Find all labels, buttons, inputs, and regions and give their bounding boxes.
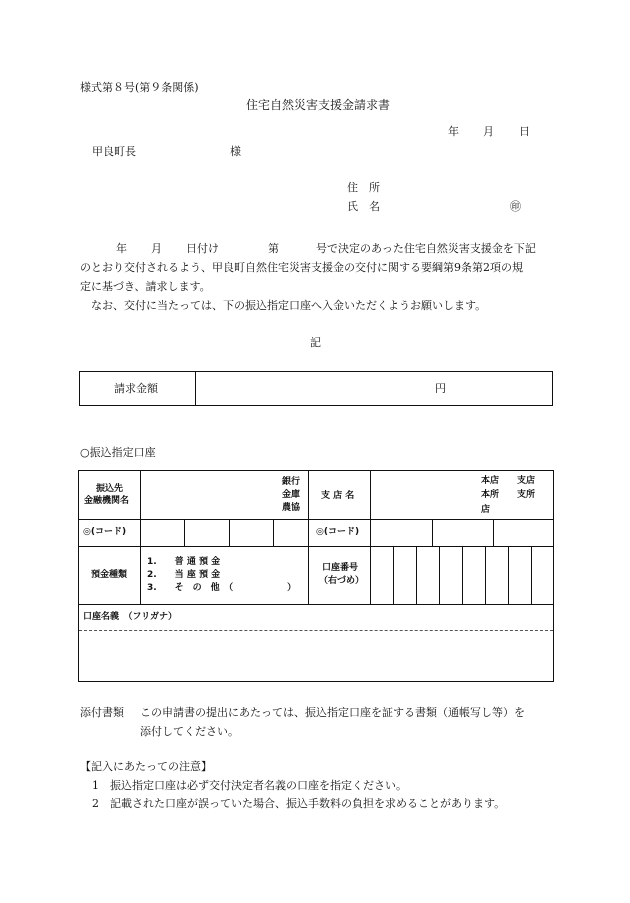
account-heading: ○振込指定口座 [80, 446, 156, 459]
account-number-note: （右づめ） [319, 576, 365, 586]
holder-dashed-line [79, 630, 553, 631]
amount-divider [195, 371, 196, 406]
digit-cell-line [393, 546, 394, 604]
deposit-option-ordinary[interactable]: 1. 普 通 預 金 [147, 557, 221, 567]
digit-cell-line [508, 546, 509, 604]
body-line4: なお、交付に当たっては、下の振込指定口座へ入金いただくようお願いします。 [80, 299, 487, 312]
bank-name-input[interactable] [143, 473, 275, 517]
account-number-label: 口座番号 [322, 563, 359, 573]
addressee-honorific: 様 [230, 145, 241, 158]
code-cell-line [432, 519, 433, 546]
account-holder-input[interactable] [82, 634, 550, 678]
row-line [78, 546, 554, 547]
body-month: 月 [151, 242, 162, 255]
branch-type-3: 店 [481, 505, 491, 515]
body-dated: 日付け [186, 242, 219, 255]
body-line3: 定に基づき、請求します。 [80, 280, 211, 293]
digit-cell-line [416, 546, 417, 604]
addressee: 甲良町長 [92, 145, 136, 158]
date-day-label: 日 [519, 125, 530, 138]
date-year-label: 年 [448, 125, 459, 138]
bank-code-label: ◎(コード) [83, 527, 127, 537]
digit-cell-line [531, 546, 532, 604]
code-cell-line [229, 519, 230, 546]
digit-cell-line [485, 546, 486, 604]
attachment-text-2: 添付してください。 [140, 725, 239, 738]
branch-code-label: ◎(コード) [316, 527, 360, 537]
branch-name-input[interactable] [373, 473, 477, 517]
code-cell-line [493, 519, 494, 546]
digit-cell-line [462, 546, 463, 604]
amount-input[interactable] [200, 375, 420, 402]
code-cell-line [184, 519, 185, 546]
attachment-label: 添付書類 [80, 706, 124, 719]
col-line [308, 470, 309, 604]
notes-heading: 【記入にあたっての注意】 [80, 760, 212, 773]
bank-type-bank: 銀行 [282, 477, 301, 487]
ki-heading: 記 [310, 336, 321, 349]
amount-label: 請求金額 [114, 382, 158, 395]
body-year: 年 [116, 242, 127, 255]
col-line [370, 470, 371, 604]
address-label: 住 所 [347, 181, 380, 194]
body-line2: のとおり交付されるよう、甲良町自然住宅災害支援金の交付に関する要綱第9条第2項の規 [80, 261, 523, 274]
branch-type-1: 本店 支店 [481, 476, 536, 486]
bank-type-nokyo: 農協 [282, 503, 301, 513]
form-number: 様式第８号(第９条関係) [80, 81, 199, 94]
code-cell-line [273, 519, 274, 546]
bank-type-kinko: 金庫 [282, 490, 301, 500]
deposit-type-label: 預金種類 [91, 570, 128, 580]
row-line [78, 604, 554, 605]
notes-item-2: 2 記載された口座が誤っていた場合、振込手数料の負担を求めることがあります。 [92, 797, 506, 810]
branch-label: 支 店 名 [321, 491, 355, 501]
bank-label-2: 金融機関名 [84, 496, 130, 506]
deposit-option-current[interactable]: 2. 当 座 預 金 [147, 570, 221, 580]
page-title: 住宅自然災害支援金請求書 [246, 98, 391, 112]
bank-label-1: 振込先 [96, 484, 124, 494]
attachment-text-1: この申請書の提出にあたっては、振込指定口座を証する書類（通帳写し等）を [140, 706, 525, 719]
digit-cell-line [439, 546, 440, 604]
row-line [78, 519, 554, 520]
deposit-option-other[interactable]: 3. そ の 他 （ ） [147, 583, 297, 593]
seal-mark: ㊞ [510, 200, 521, 213]
date-month-label: 月 [483, 125, 494, 138]
account-holder-label: 口座名義 （フリガナ） [83, 612, 178, 622]
branch-type-2: 本所 支所 [481, 490, 536, 500]
amount-unit: 円 [435, 382, 446, 395]
body-line1-rest: 号で決定のあった住宅自然災害支援金を下記 [316, 242, 536, 255]
col-line [140, 470, 141, 604]
body-dai: 第 [268, 242, 279, 255]
notes-item-1: 1 振込指定口座は必ず交付決定者名義の口座を指定ください。 [92, 779, 407, 792]
name-label: 氏 名 [347, 200, 380, 213]
